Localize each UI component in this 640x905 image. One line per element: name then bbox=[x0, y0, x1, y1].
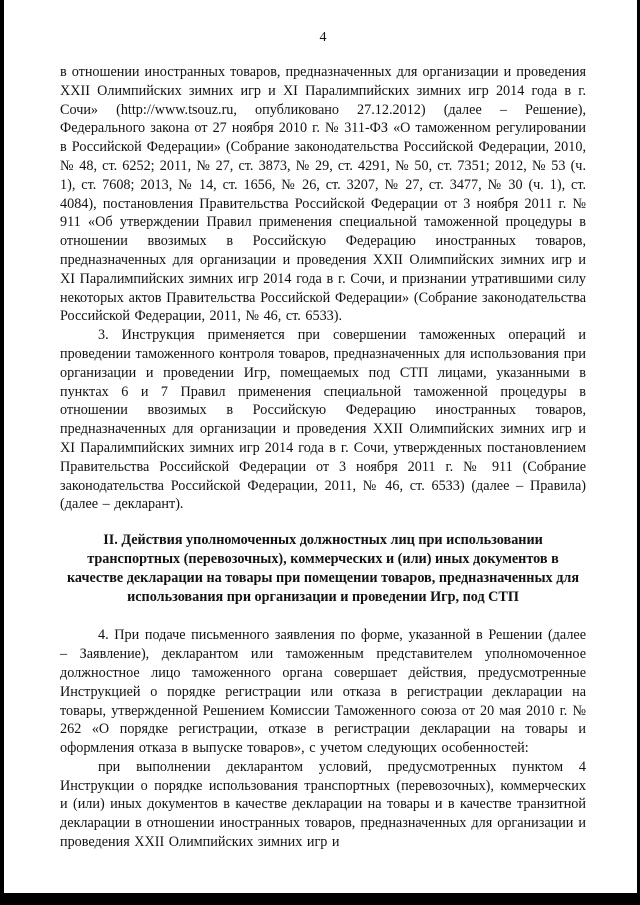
scan-edge-left bbox=[0, 0, 4, 905]
page-content bbox=[60, 30, 586, 852]
paragraph-item-3: 3. Инструкция применяется при совершении таможенных операций и проведении таможенного контроля товаров, предназначенных для использования при организации и проведении Игр, помещаемых под СТП лицами, указанными в пунктах 6 и 7 Правил применения специальной таможенной процедуры в отношении ввозимых в Российскую Федерацию иностранных товаров, предназначенных для организации и проведения XXII Олимпийских зимних игр и XI Паралимпийских зимних игр 2014 года в г. Сочи, утвержденных постановлением Правительства Российской Федерации от 3 ноября 2011 г. № 911 (Собрание законодательства Российской Федерации, 2011, № 46, ст. 6533) (далее – Правила) (далее – декларант). bbox=[60, 327, 586, 513]
scan-edge-bottom bbox=[0, 893, 640, 905]
section-heading: II. Действия уполномоченных должностных лиц при использовании транспортных (перевозочных), коммерческих и (или) иных документов в качестве декларации на товары при помещении товаров, предназначенных для использования при организации и проведении Игр, под СТП bbox=[66, 532, 580, 605]
paragraph-continuation: в отношении иностранных товаров, предназначенных для организации и проведения XXII Олимпийских зимних игр и XI Паралимпийских зимних игр 2014 года в г. Сочи» (http://www.tsouz.ru, опубликовано 27.12.2012) (далее – Решение), Федерального закона от 27 ноября 2010 г. № 311-ФЗ «О таможенном регулировании в Российской Федерации» (Собрание законодательства Российской Федерации, 2010, № 48, ст. 6252; 2011, № 27, ст. 3873, № 29, ст. 4291, № 50, ст. 7351; 2012, № 53 (ч. 1), ст. 7608; 2013, № 14, ст. 1656, № 26, ст. 3207, № 27, ст. 3477, № 30 (ч. 1), ст. 4084), постановления Правительства Российской Федерации от 3 ноября 2011 г. № 911 «Об утверждении Правил применения специальной таможенной процедуры в отношении ввозимых в Российскую Федерацию иностранных товаров, предназначенных для организации и проведения XXII Олимпийских зимних игр и XI Паралимпийских зимних игр 2014 года в г. Сочи, и признании утратившими силу некоторых актов Правительства Российской Федерации» (Собрание законодательства Российской Федерации, 2011, № 46, ст. 6533). bbox=[60, 64, 586, 325]
paragraph-item-4: 4. При подаче письменного заявления по форме, указанной в Решении (далее – Заявление), декларантом или таможенным представителем уполномоченное должностное лицо таможенного органа совершает действия, предусмотренные Инструкцией о порядке регистрации или отказа в регистрации декларации на товары, утвержденной Решением Комиссии Таможенного союза от 20 мая 2010 г. № 262 «О порядке регистрации, отказе в регистрации декларации на товары и оформления отказа в выпуске товаров», с учетом следующих особенностей: bbox=[60, 627, 586, 757]
page-number: 4 bbox=[319, 30, 327, 45]
paragraph-condition: при выполнении декларантом условий, предусмотренных пунктом 4 Инструкции о порядке использования транспортных (перевозочных), коммерческих и (или) иных документов в качестве декларации на товары и в качестве транзитной декларации в отношении иностранных товаров, предназначенных для организации и проведения XXII Олимпийских зимних игр и bbox=[60, 758, 586, 851]
